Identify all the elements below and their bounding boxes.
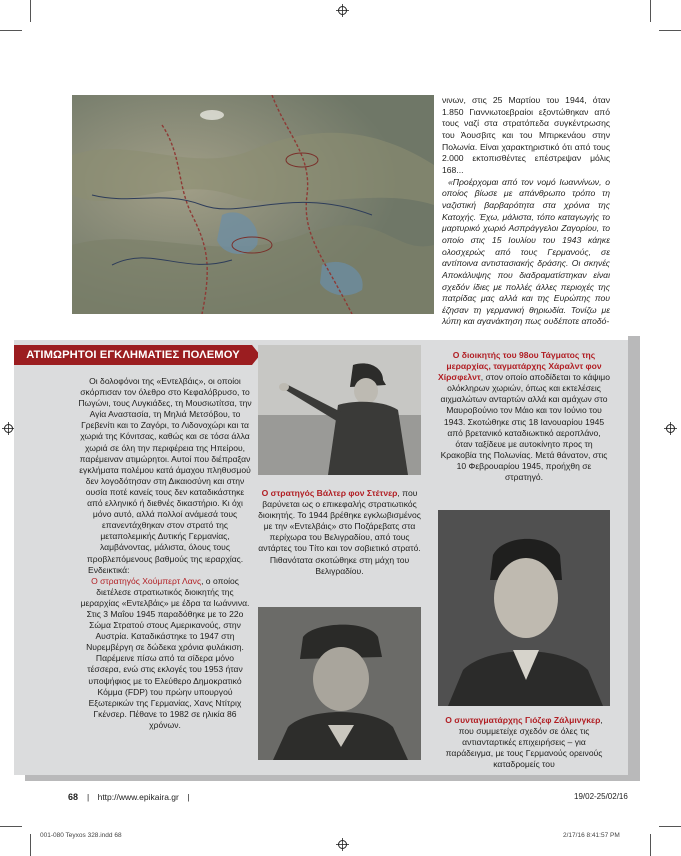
registration-mark-right bbox=[664, 422, 677, 435]
crop-mark bbox=[30, 834, 31, 856]
box-shadow bbox=[25, 775, 640, 781]
crop-mark bbox=[659, 30, 681, 31]
crop-mark bbox=[659, 826, 681, 827]
article-quote: «Προέρχομαι από τον νομό Ιωαννίνων, ο οποίος βίωσε με απάνθρωπο τρόπο τη ναζιστική βαρβαρότητα στα χρόνια της Κατοχής. Έχω, μάλιστα, τόπο καταγωγής το μαρτυρικό χωριό Ασπράγγελοι Ζαγορίου, το οποίο στις 15 Ιουλίου του 1943 κάηκε ολοσχερώς από τους Γερμανούς, σε αντίποινα αντιστασιακής δράσης. Οι σκηνές Αποκάλυψης που διαδραματίστηκαν είναι σχεδόν ίδιες με πολλές άλλες περιοχές της πατρίδας μας αλλά και της Ευρώπης που έζησαν τη γερμανική θηριωδία. Τονίζω με λύπη και αγανάκτηση πως ουδέποτε αποδό- bbox=[442, 176, 610, 327]
zalminger-name: Ο συνταγματάρχης Γιόζεφ Ζάλμινγκερ bbox=[445, 715, 601, 725]
photo-portrait-lanz bbox=[258, 607, 421, 760]
footer-url-line bbox=[87, 792, 189, 802]
crop-mark bbox=[650, 834, 651, 856]
crop-mark bbox=[0, 30, 22, 31]
sidebar-intro: Οι δολοφόνοι της «Εντελβάις», οι οποίοι σκόρπισαν τον όλεθρο στο Κεφαλόβρυσο, το Πωγώνι, τους Λυγκιάδες, τη Μουσιωτίτσα, την Αγία Αναστασία, τη Μηλιά Μετσόβου, το Γρεβενίτι και το Ζαγόρι, το Λιδονοχώρι και τα χωριά της Κόνιτσας, καθώς και σε τόσα άλλα χωριά σε όλη την περιφέρεια της Ηπείρου, παρέμειναν ατιμώρητοι. Αυτοί που διέπραξαν εγκλήματα πολέμου κατά άμαχου πληθυσμού δεν λογοδότησαν στη Δικαιοσύνη και στην ουσία ποτέ κανείς τους δεν καταδικάστηκε από ελληνικό ή διεθνές δικαστήριο. Κι όχι μόνο αυτό, αλλά πολλοί ανάμεσά τους επανεντάχθηκαν στον στρατό της μεταπολεμικής Δυτικής Γερμανίας, λαμβάνοντας, μάλιστα, όλους τους προβλεπόμενους βαθμούς της ιεραρχίας. bbox=[78, 376, 252, 564]
sidebar-column-2 bbox=[258, 488, 421, 577]
issue-dates: 19/02-25/02/16 bbox=[574, 792, 628, 801]
print-timestamp: 2/17/16 8:41:57 PM bbox=[563, 832, 620, 839]
box-shadow bbox=[628, 336, 640, 779]
military-map-photo bbox=[72, 95, 434, 314]
photo-general-pointing bbox=[258, 345, 421, 475]
article-paragraph: νινων, στις 25 Μαρτίου του 1944, όταν 1.850 Γιαννιωτοεβραίοι εξοντώθηκαν από τους ναζί στα στρατόπεδα συγκέντρωσης του Άουσβιτς και του Μπιρκενάου στην Πολωνία. Είναι χαρακτηριστικό ότι από τους 2.000 εκτοπισθέντες επέστρεψαν μόλις 168... bbox=[442, 95, 610, 175]
zalminger-text: , που συμμετείχε σχεδόν σε όλες τις αντιανταρτικές επιχειρήσεις – για παράδειγμα, με τους Γερμανούς ορεινούς καταδρομείς του bbox=[445, 715, 603, 770]
stettner-name: Ο στρατηγός Βάλτερ φον Στέτνερ bbox=[261, 488, 398, 498]
footer-url[interactable]: http://www.epikaira.gr bbox=[97, 792, 179, 802]
stettner-text: , που βαρύνεται ως ο επικεφαλής στρατιωτικός διοικητής. Το 1944 βρέθηκε εγκλωβισμένος με την «Εντελβάις» στο Ποζάρεβατς στα περίχωρα του Βελιγραδίου, από τους αντάρτες του Τίτο και τον σοβιετικό στρατό. Πιθανότατα σκοτώθηκε στη μάχη του Βελιγραδίου. bbox=[258, 488, 421, 576]
sidebar-column-3-bottom bbox=[438, 715, 610, 770]
lanz-text: , ο οποίος διετέλεσε στρατιωτικός διοικητής της μεραρχίας «Εντελβάις» με έδρα τα Ιωάννινα. Στις 3 Μαΐου 1945 παραδόθηκε με το 22ο Σώμα Στρατού στους Αμερικανούς, στην Αυστρία. Καταδικάστηκε το 1947 στη Νυρεμβέργη σε δώδεκα χρόνια φυλάκιση. Παρέμεινε πίσω από τα σίδερα μόνο τέσσερα, ενώ στις εκλογές του 1953 ήταν υποψήφιος με το Ελεύθερο Δημοκρατικό Κόμμα (FDP) του πρώην υπουργού Εξωτερικών της Γερμανίας, Χανς Ντίτριχ Γκένσερ. Πέθανε το 1982 σε ηλικία 86 χρόνων. bbox=[80, 575, 250, 730]
sidebar-indicative: Ενδεικτικά: bbox=[88, 564, 130, 575]
registration-mark-bottom bbox=[336, 838, 349, 851]
sidebar-column-3 bbox=[438, 350, 610, 483]
sidebar-title-bar bbox=[14, 345, 252, 365]
lanz-name: Ο στρατηγός Χούμπερτ Λανς bbox=[91, 575, 202, 586]
print-slug: 001-080 Teyxos 328.indd 68 bbox=[40, 832, 122, 839]
crop-mark bbox=[650, 0, 651, 22]
footer-separator: | bbox=[187, 792, 190, 802]
article-text-column bbox=[442, 95, 610, 328]
photo-portrait-officer bbox=[438, 510, 610, 706]
crop-mark bbox=[30, 0, 31, 22]
registration-mark-top bbox=[336, 4, 349, 17]
hirschfeld-text: , στον οποίο αποδίδεται το κάψιμο ολόκληρων χωριών, όπως και εκτελέσεις αιχμαλώτων ανταρτών αλλά και αμάχων στο Μαυροβούνιο τον Μάιο και τον Ιούνιο του 1943. Σκοτώθηκε στις 18 Ιανουαρίου 1945 από βρετανικό καταδιωκτικό αεροπλάνο, όταν ταξίδευε με αυτοκίνητο προς τη Κρακοβία της Πολωνίας. Μετά θάνατον, στις 10 Φεβρουαρίου 1945, προήχθη σε στρατηγό. bbox=[440, 372, 610, 483]
page-number: 68 bbox=[68, 792, 79, 802]
crop-mark bbox=[0, 826, 22, 827]
sidebar-title: ΑΤΙΜΩΡΗΤΟΙ ΕΓΚΛΗΜΑΤΙΕΣ ΠΟΛΕΜΟΥ bbox=[26, 349, 240, 361]
footer-separator: | bbox=[87, 792, 90, 802]
hirschfeld-name: Ο διοικητής του 98ου Τάγματος της μεραρχίας, ταγματάρχης Χάραλντ φον Χίρσφελντ bbox=[438, 350, 602, 383]
sidebar-column-1 bbox=[78, 376, 252, 731]
